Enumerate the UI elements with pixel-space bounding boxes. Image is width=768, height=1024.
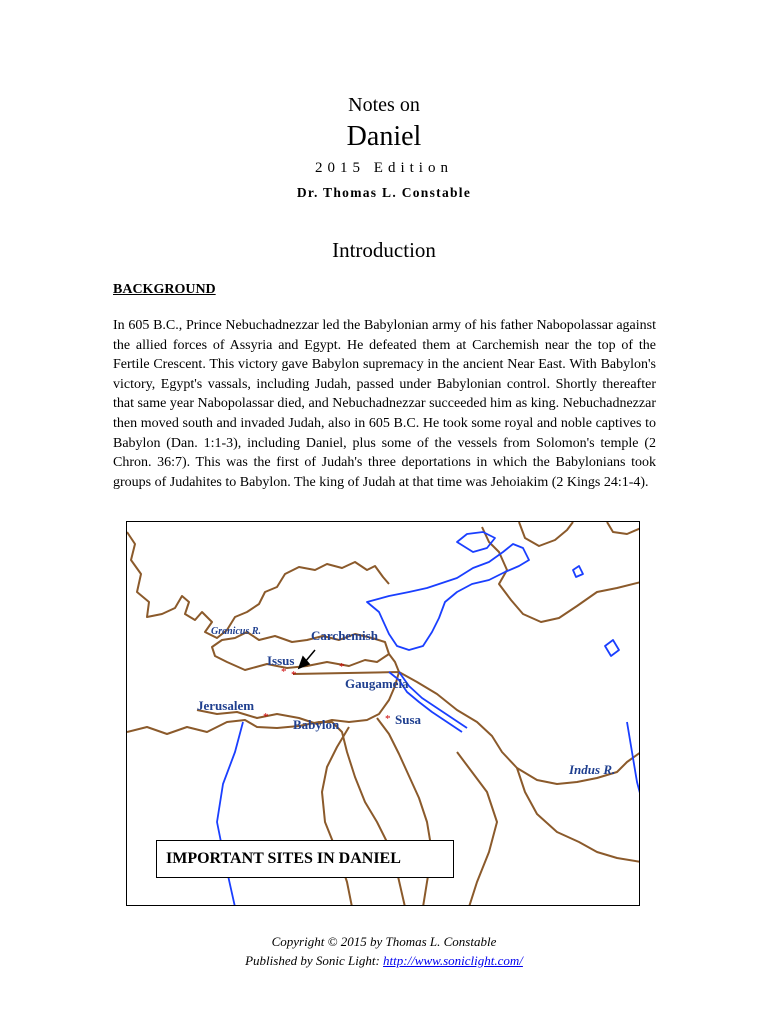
marker-gaugamela: *: [339, 661, 345, 673]
coastline-europe: [127, 532, 389, 638]
book-title: Daniel: [346, 121, 422, 152]
published-prefix: Published by Sonic Light:: [245, 953, 384, 968]
map-figure: [126, 521, 640, 906]
published-line: [0, 953, 768, 969]
lake-1: [605, 640, 619, 656]
edition-label: 2015 Edition: [315, 160, 453, 176]
coastline-sea-north: [607, 522, 640, 534]
author-name: Dr. Thomas L. Constable: [296, 185, 472, 200]
subsection-heading: BACKGROUND: [113, 282, 216, 297]
copyright-line: Copyright © 2015 by Thomas L. Constable: [271, 934, 497, 949]
section-heading: Introduction: [332, 238, 436, 262]
label-babylon: Babylon: [293, 717, 340, 732]
notes-on-label: Notes on: [348, 94, 420, 116]
map-legend: IMPORTANT SITES IN DANIEL: [156, 840, 454, 878]
label-carchemish: Carchemish: [311, 628, 378, 643]
label-gaugamela: Gaugamela: [345, 676, 409, 691]
coastline-east: [482, 527, 640, 622]
marker-issus: *: [281, 666, 287, 678]
label-granicus: Granicus R.: [211, 626, 262, 637]
label-susa: Susa: [395, 712, 422, 727]
label-jerusalem: Jerusalem: [197, 698, 255, 713]
soniclight-link[interactable]: http://www.soniclight.com/: [383, 953, 523, 968]
coastline-north: [519, 522, 573, 546]
body-paragraph: In 605 B.C., Prince Nebuchadnezzar led the Babylonian army of his father Nabopolassar against the allied forces of Assyria and Egypt. He defeated them at Carchemish near the top of the Fertile Crescent. This victory gave Babylon supremacy in the ancient Near East. With Babylon's victory, Egypt's vassals, including Judah, passed under Babylonian control. Shortly thereafter that same year Nabopolassar died, and Nebuchadnezzar succeeded him as king. Nebuchadnezzar then moved south and invaded Judah, also in 605 B.C. He took some royal and noble captives to Babylon (Dan. 1:1-3), including Daniel, plus some of the vessels from Solomon's temple (2 Chron. 36:7). This was the first of Judah's three deportations in which the Babylonians took groups of Judahites to Babylon. The king of Judah at that time was Jehoiakim (2 Kings 24:1-4).: [113, 318, 656, 490]
marker-susa: *: [385, 713, 391, 725]
caspian-sea: [367, 544, 529, 650]
marker-jerusalem: *: [263, 711, 269, 723]
marker-carchemish: *: [291, 669, 297, 681]
label-issus: Issus: [267, 653, 295, 668]
nile-river: [217, 722, 243, 906]
coastline-africa: [127, 720, 405, 906]
lake-2: [573, 566, 583, 577]
coastline-arabia-east: [457, 752, 497, 906]
label-indus: Indus R.: [569, 762, 616, 777]
